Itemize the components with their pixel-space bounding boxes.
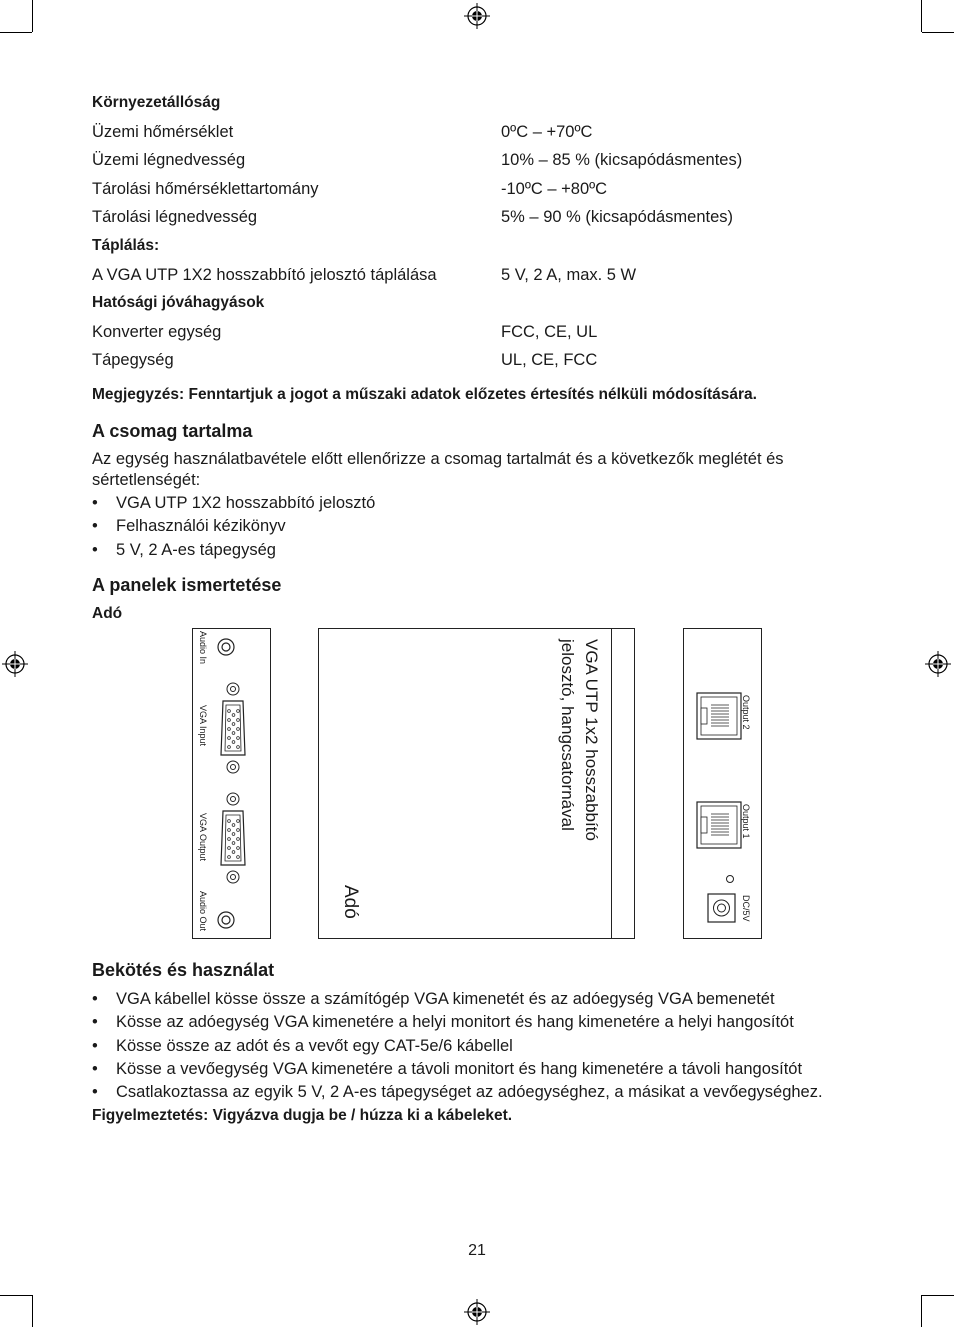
crop-mark xyxy=(921,1295,922,1327)
bullet: • xyxy=(92,1083,98,1101)
dc-label: DC/5V xyxy=(741,895,751,922)
registration-mark-icon xyxy=(464,3,490,29)
audio-in-label: Audio In xyxy=(198,631,208,665)
env-heading: Környezetállóság xyxy=(92,94,221,111)
package-heading: A csomag tartalma xyxy=(92,421,253,441)
spec-row xyxy=(92,180,852,202)
registration-mark-icon xyxy=(464,1299,490,1325)
spec-value: -10ºC – +80ºC xyxy=(501,180,608,198)
approvals-heading: Hatósági jóváhagyások xyxy=(92,294,265,311)
right-panel-connectors xyxy=(684,629,761,938)
vga-output-port-icon xyxy=(221,793,245,883)
bullet: • xyxy=(92,517,98,535)
center-panel-divider xyxy=(611,629,612,938)
spec-label: A VGA UTP 1X2 hosszabbító jelosztó táplálása xyxy=(92,266,437,284)
spec-value: 10% – 85 % (kicsapódásmentes) xyxy=(501,151,743,169)
list-item-text: Kösse az adóegység VGA kimenetére a helyi monitort és hang kimenetére a helyi hangosítót xyxy=(116,1013,794,1031)
list-item-text: Kösse a vevőegység VGA kimenetére a távoli monitort és hang kimenetére a távoli hangosítót xyxy=(116,1060,803,1078)
spec-row xyxy=(92,351,852,373)
bullet: • xyxy=(92,1013,98,1031)
vga-input-label: VGA Input xyxy=(198,705,208,747)
device-title-line1: VGA UTP 1x2 hosszabbító xyxy=(582,639,601,841)
output2-label: Output 2 xyxy=(741,695,751,730)
registration-mark-icon xyxy=(925,651,951,677)
device-title-line2: jelosztó, hangcsatornával xyxy=(558,639,577,831)
vga-output-label: VGA Output xyxy=(198,813,208,862)
power-heading: Táplálás: xyxy=(92,237,160,254)
device-title xyxy=(555,639,603,841)
list-item-text: Kösse össze az adót és a vevőt egy CAT-5e/6 kábellel xyxy=(116,1037,513,1055)
page-number: 21 xyxy=(468,1242,486,1259)
center-panel-diagram xyxy=(318,628,635,939)
package-intro-line2: sértetlenségét: xyxy=(92,471,201,489)
spec-row xyxy=(92,123,852,145)
crop-mark xyxy=(922,32,954,33)
package-intro-line1: Az egység használatbavétele előtt ellenőrizze a csomag tartalmát és a következők meglétét és xyxy=(92,450,784,468)
spec-label: Üzemi légnedvesség xyxy=(92,151,246,169)
left-panel-diagram xyxy=(192,628,271,939)
spec-note: Megjegyzés: Fenntartjuk a jogot a műszaki adatok előzetes értesítés nélküli módosítására. xyxy=(92,386,757,403)
audio-in-jack-icon xyxy=(218,639,234,655)
spec-label: Tárolási légnedvesség xyxy=(92,208,258,226)
crop-mark xyxy=(0,1295,32,1296)
list-item-text: Csatlakoztassa az egyik 5 V, 2 A-es tápegységet az adóegységhez, a másikat a vevőegységhez. xyxy=(116,1083,823,1101)
crop-mark xyxy=(922,1295,954,1296)
usage-heading: Bekötés és használat xyxy=(92,960,275,980)
registration-mark-icon xyxy=(2,651,28,677)
bullet: • xyxy=(92,1060,98,1078)
spec-label: Konverter egység xyxy=(92,323,222,341)
spec-label: Tárolási hőmérséklettartomány xyxy=(92,180,319,198)
list-item-text: VGA kábellel kösse össze a számítógép VGA kimenetét és az adóegység VGA bemenetét xyxy=(116,990,775,1008)
crop-mark xyxy=(32,0,33,32)
vga-input-port-icon xyxy=(221,683,245,773)
panels-subtitle: Adó xyxy=(92,605,123,622)
spec-label: Üzemi hőmérséklet xyxy=(92,123,234,141)
bullet: • xyxy=(92,494,98,512)
bullet: • xyxy=(92,1037,98,1055)
usage-warning: Figyelmeztetés: Vigyázva dugja be / húzza ki a kábeleket. xyxy=(92,1107,513,1124)
spec-label: Tápegység xyxy=(92,351,174,369)
spec-row xyxy=(92,323,852,345)
device-label-ado: Adó xyxy=(340,885,361,919)
right-panel-diagram xyxy=(683,628,762,939)
spec-value: UL, CE, FCC xyxy=(501,351,598,369)
panels-heading: A panelek ismertetése xyxy=(92,575,282,595)
rj45-output1-port-icon xyxy=(697,802,741,848)
spec-value: 0ºC – +70ºC xyxy=(501,123,593,141)
spec-value: 5% – 90 % (kicsapódásmentes) xyxy=(501,208,734,226)
spec-value: FCC, CE, UL xyxy=(501,323,598,341)
list-item-text: VGA UTP 1X2 hosszabbító jelosztó xyxy=(116,494,376,512)
crop-mark xyxy=(32,1295,33,1327)
list-item-text: Felhasználói kézikönyv xyxy=(116,517,286,535)
spec-value: 5 V, 2 A, max. 5 W xyxy=(501,266,637,284)
left-panel-connectors xyxy=(193,629,270,938)
crop-mark xyxy=(921,0,922,32)
rj45-output2-port-icon xyxy=(697,693,741,739)
dc-power-jack-icon xyxy=(708,876,735,923)
bullet: • xyxy=(92,990,98,1008)
spec-row xyxy=(92,151,852,173)
audio-out-label: Audio Out xyxy=(198,891,208,932)
bullet: • xyxy=(92,541,98,559)
spec-row xyxy=(92,266,852,288)
audio-out-jack-icon xyxy=(218,912,234,928)
list-item-text: 5 V, 2 A-es tápegység xyxy=(116,541,276,559)
crop-mark xyxy=(0,32,32,33)
output1-label: Output 1 xyxy=(741,804,751,839)
spec-row xyxy=(92,208,852,230)
